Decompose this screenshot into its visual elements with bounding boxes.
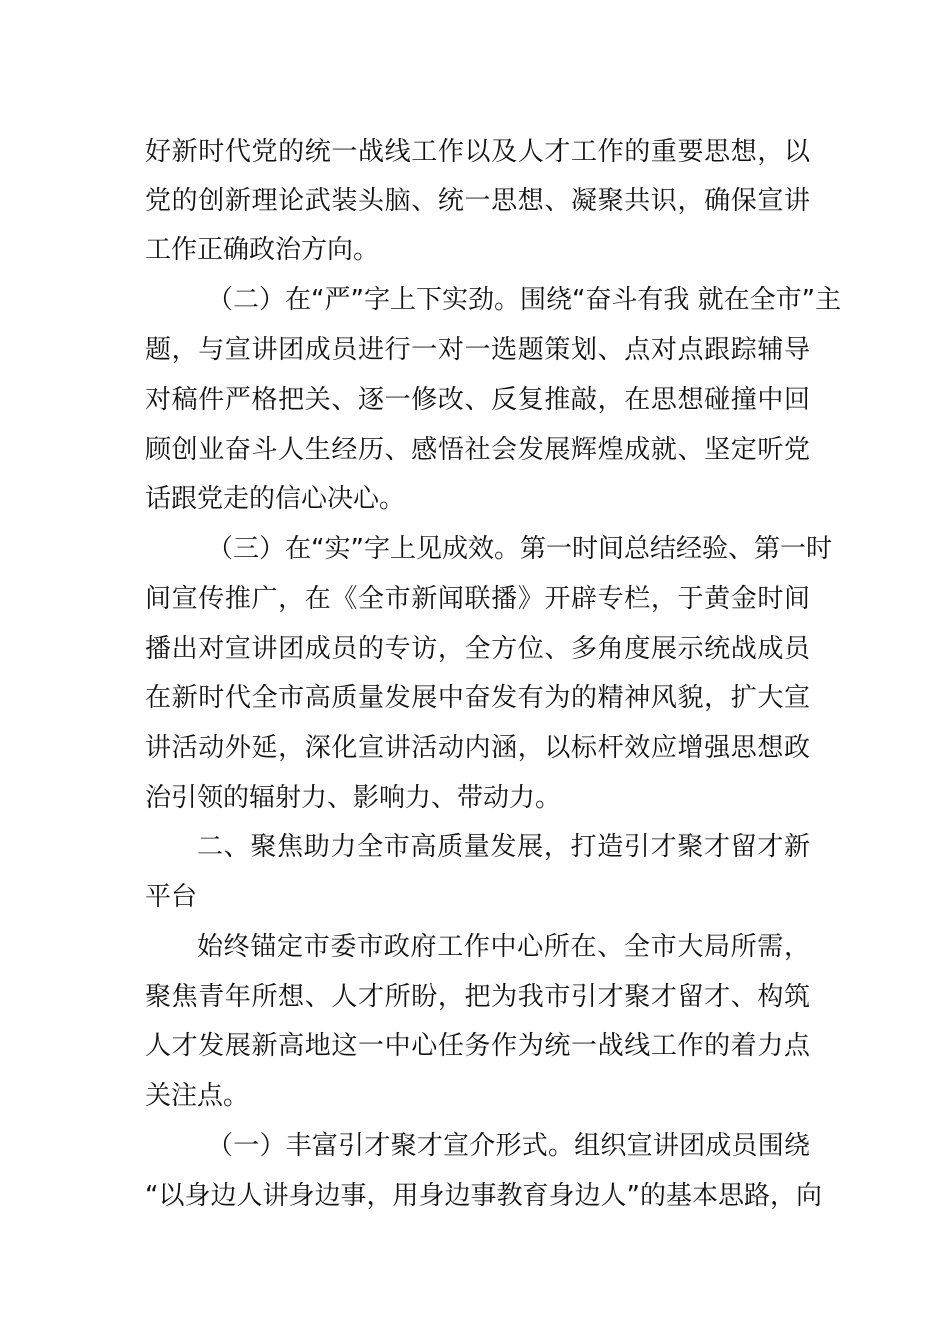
- subheading-line: （一）丰富引才聚才宣介形式。组织宣讲团成员围绕: [207, 1131, 810, 1161]
- subheading-line: （二）在“严”字上下实劲。围绕“奋斗有我 就在全市”主: [207, 285, 842, 315]
- text-line: 始终锚定市委市政府工作中心所在、全市大局所需，: [197, 932, 810, 962]
- text-line: “以身边人讲身边事，用身边事教育身边人”的基本思路，向: [145, 1181, 822, 1211]
- section-heading: 二、聚焦助力全市高质量发展，打造引才聚才留才新: [197, 832, 810, 862]
- text-line: 间宣传推广，在《全市新闻联播》开辟专栏，于黄金时间: [145, 584, 810, 614]
- subheading-line: （三）在“实”字上见成效。第一时间总结经验、第一时: [207, 534, 832, 564]
- text-line: 题，与宣讲团成员进行一对一选题策划、点对点跟踪辅导: [145, 335, 810, 365]
- text-line: 话跟党走的信心决心。: [145, 484, 406, 514]
- text-line: 工作正确政治方向。: [145, 235, 380, 265]
- text-line: 党的创新理论武装头脑、统一思想、凝聚共识，确保宣讲: [145, 186, 810, 216]
- text-line: 人才发展新高地这一中心任务作为统一战线工作的着力点: [145, 1031, 810, 1061]
- text-line: 播出对宣讲团成员的专访，全方位、多角度展示统战成员: [145, 634, 810, 664]
- text-line: 讲活动外延，深化宣讲活动内涵，以标杆效应增强思想政: [145, 733, 810, 763]
- text-line: 在新时代全市高质量发展中奋发有为的精神风貌，扩大宣: [145, 683, 810, 713]
- text-line: 聚焦青年所想、人才所盼，把为我市引才聚才留才、构筑: [145, 982, 810, 1012]
- text-line: 对稿件严格把关、逐一修改、反复推敲，在思想碰撞中回: [145, 385, 810, 415]
- text-line: 顾创业奋斗人生经历、感悟社会发展辉煌成就、坚定听党: [145, 435, 810, 465]
- text-line: 好新时代党的统一战线工作以及人才工作的重要思想，以: [145, 137, 810, 167]
- text-line: 关注点。: [145, 1081, 250, 1111]
- text-line: 治引领的辐射力、影响力、带动力。: [145, 783, 562, 813]
- section-heading: 平台: [145, 882, 198, 912]
